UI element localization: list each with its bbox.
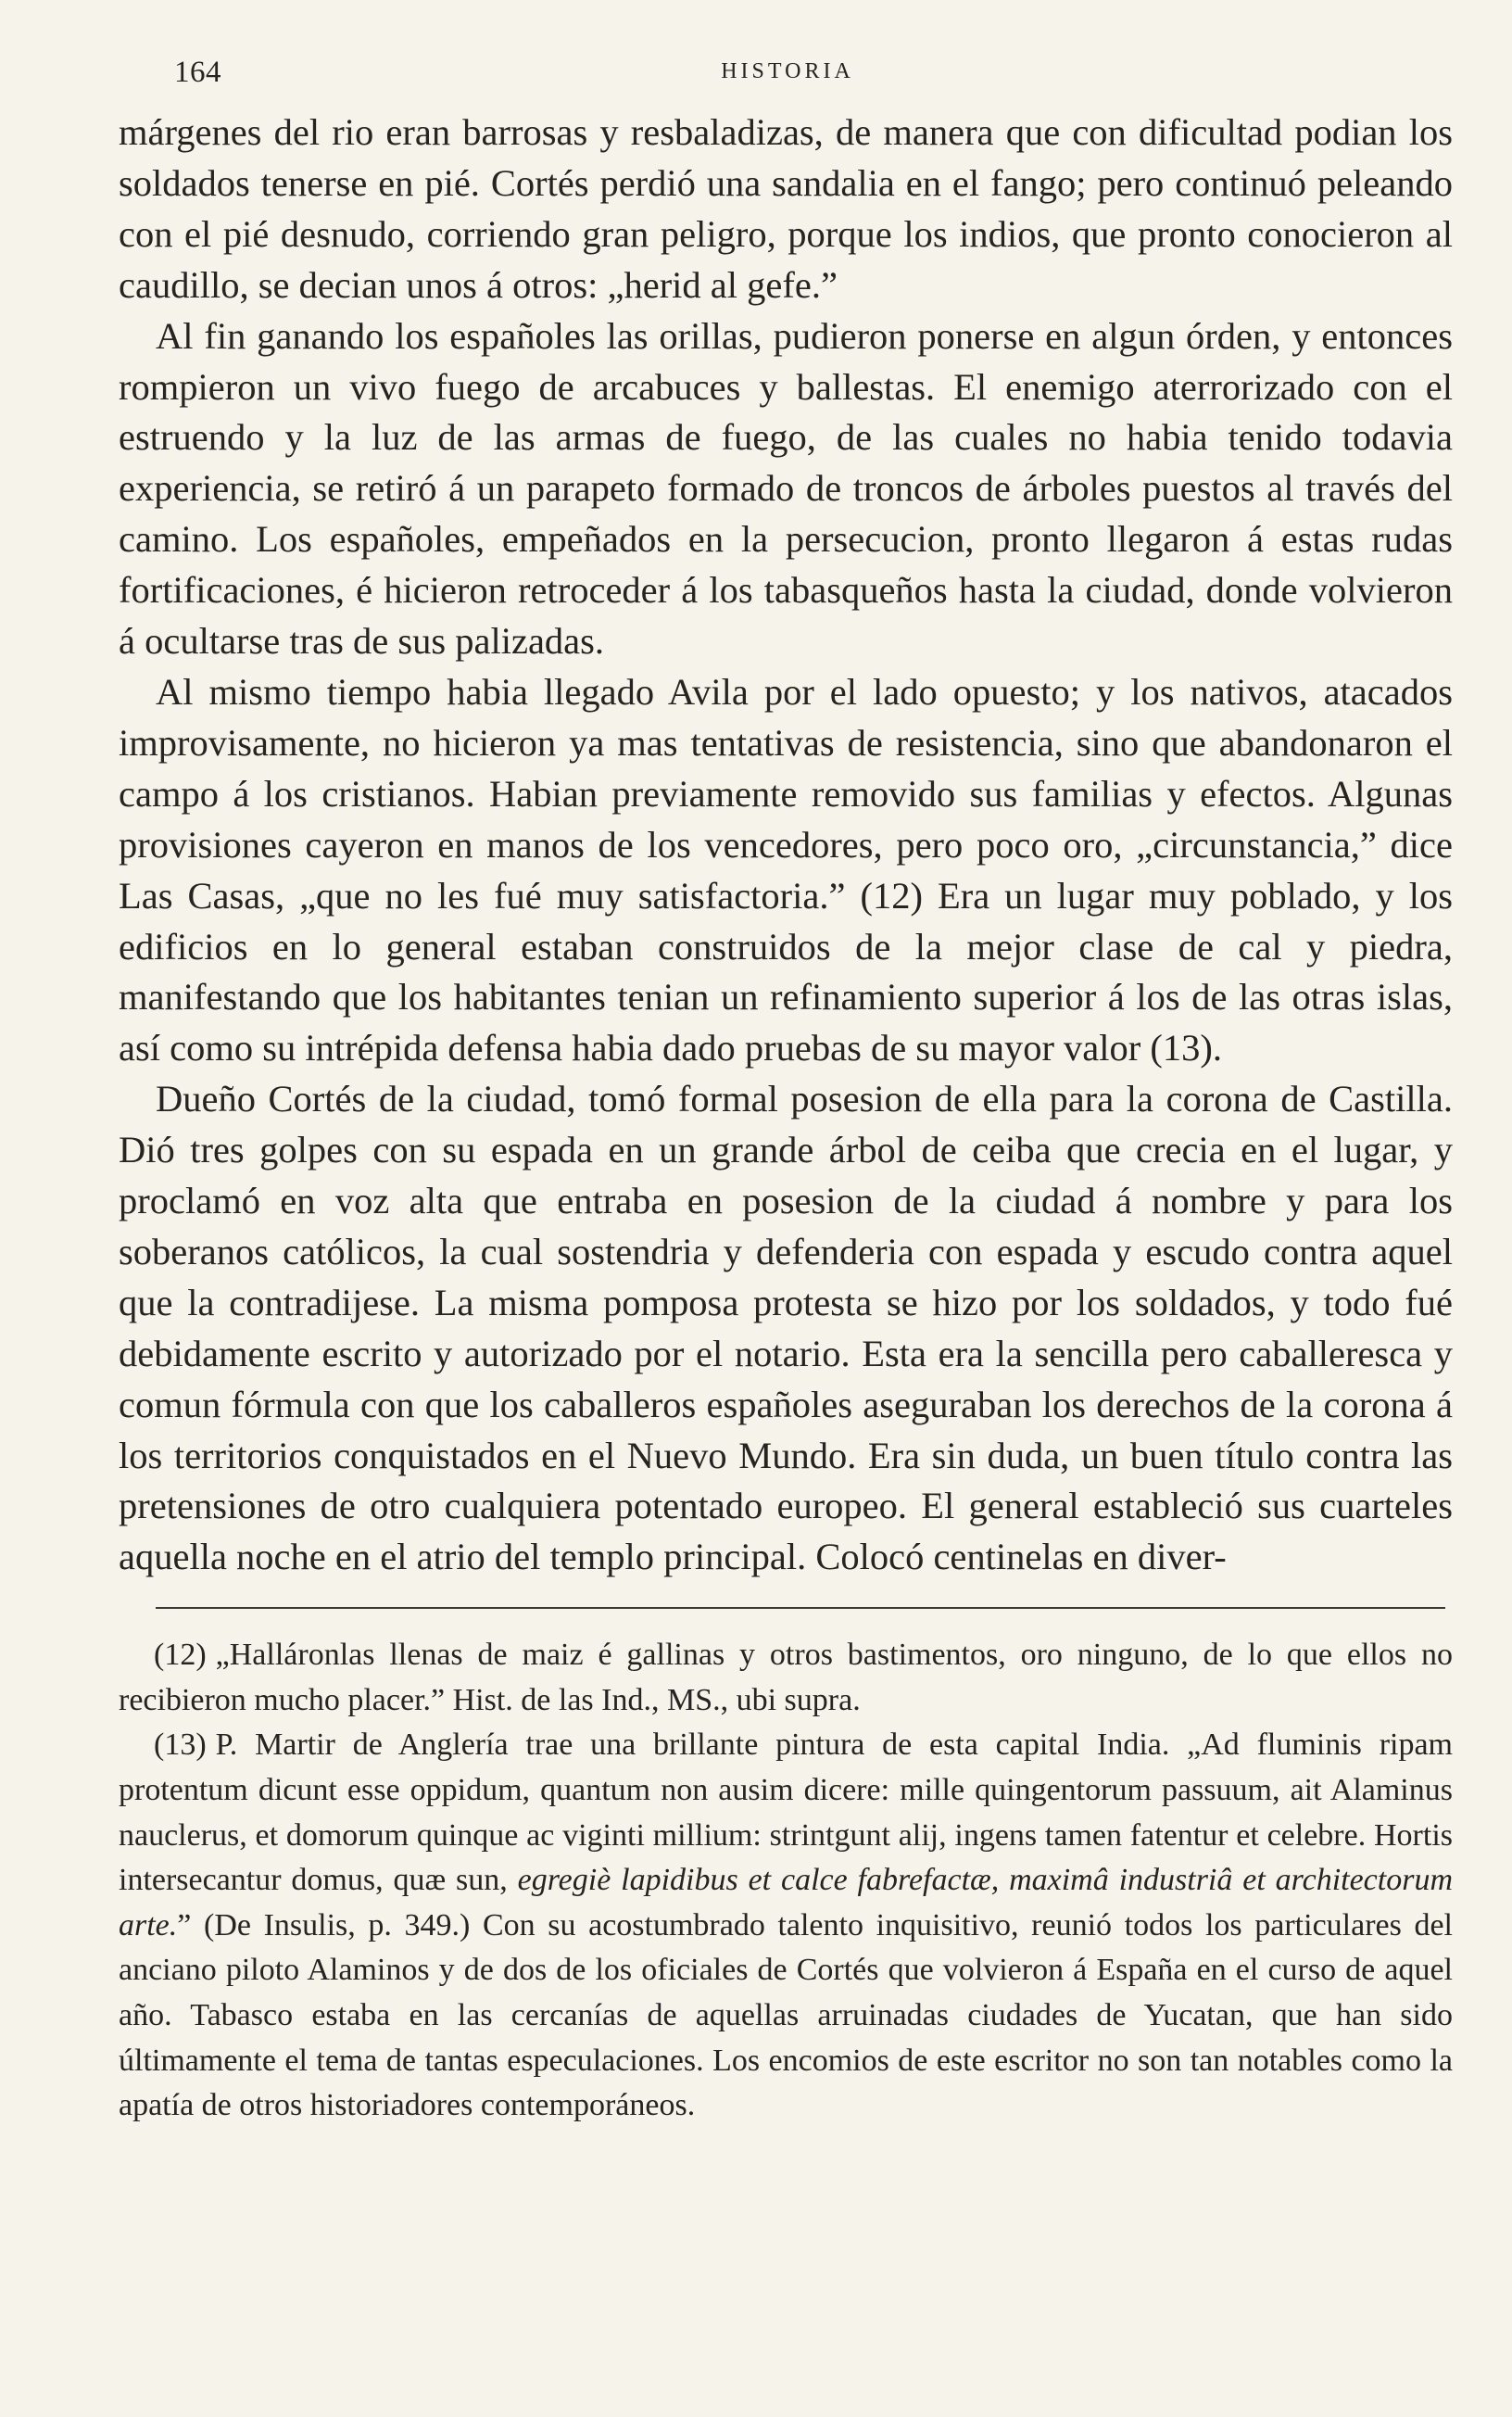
footnote-13-text-1: P. Martir de Anglería trae una brillante pintura de esta capital India. „Ad fluminis ripam protentum dicunt esse oppidum, quantum non ausim dicere: mille quingentorum passuum, ait Alaminus nauclerus, et domorum quinque ac viginti millium: strintgunt alij, ingens tamen fatentur et celebre. Hortis intersecantur domus, quæ sun, <box>119 1727 1453 1898</box>
footnote-13-text-2: ” (De Insulis, p. 349.) Con su acostumbrado talento inquisitivo, reunió todos los particulares del anciano piloto Alaminos y de dos de los oficiales de Cortés que volvieron á España en el curso de aquel año. Tabasco estaba en las cercanías de aquellas arruinadas ciudades de Yucatan, que han sido últimamente el tema de tantas especulaciones. Los encomios de este escritor no son tan notables como la apatía de otros historiadores contemporáneos. <box>119 1907 1453 2123</box>
footnotes <box>119 1633 1453 2129</box>
running-head <box>111 48 1464 108</box>
footnote-13-mark: (13) <box>154 1727 207 1763</box>
paragraph-4: Dueño Cortés de la ciudad, tomó formal posesion de ella para la corona de Castilla. Dió tres golpes con su espada en un grande árbol de ceiba que crecia en el lugar, y proclamó en voz alta que entraba en posesion de la ciudad á nombre y para los soberanos católicos, la cual sostendria y defenderia con espada y escudo contra aquel que la contradijese. La misma pomposa protesta se hizo por los soldados, y todo fué debidamente escrito y autorizado por el notario. Esta era la sencilla pero caballeresca y comun fórmula con que los caballeros españoles aseguraban los derechos de la corona á los territorios conquistados en el Nuevo Mundo. Era sin duda, un buen título contra las pretensiones de otro cualquiera potentado europeo. El general estableció sus cuarteles aquella noche en el atrio del templo principal. Colocó centinelas en diver- <box>119 1078 1453 1578</box>
footnote-divider <box>156 1607 1445 1609</box>
paragraph-3: Al mismo tiempo habia llegado Avila por el lado opuesto; y los nativos, atacados improvisamente, no hicieron ya mas tentativas de resistencia, sino que abandonaron el campo á los cristianos. Habian previamente removido sus familias y efectos. Algunas provisiones cayeron en manos de los vencedores, pero poco oro, „circunstancia,” dice Las Casas, „que no les fué muy satisfactoria.” (12) Era un lugar muy poblado, y los edificios en lo general estaban construidos de la mejor clase de cal y piedra, manifestando que los habitantes tenian un refinamiento superior á los de las otras islas, así como su intrépida defensa habia dado pruebas de su mayor valor (13). <box>119 670 1453 1069</box>
book-page <box>111 48 1464 2129</box>
footnote-13-latin-quote: egregiè lapidibus et calce fabrefactæ, maximâ industriâ et architectorum arte. <box>119 1863 1453 1942</box>
footnote-12-text: „Halláronlas llenas de maiz é gallinas y otros bastimentos, oro ninguno, de lo que ellos no recibieron mucho placer.” Hist. de las Ind., MS., ubi supra. <box>119 1638 1453 1717</box>
footnote-12-mark: (12) <box>154 1638 207 1673</box>
paragraph-2: Al fin ganando los españoles las orillas, pudieron ponerse en algun órden, y entonces rompieron un vivo fuego de arcabuces y ballestas. El enemigo aterrorizado con el estruendo y la luz de las armas de fuego, de las cuales no habia tenido todavia experiencia, se retiró á un parapeto formado de troncos de árboles puestos al través del camino. Los españoles, empeñados en la persecucion, pronto llegaron á estas rudas fortificaciones, é hicieron retroceder á los tabasqueños hasta la ciudad, donde volvieron á ocultarse tras de sus palizadas. <box>119 314 1453 663</box>
footnote-12 <box>119 1633 1453 1723</box>
page-number: 164 <box>174 56 221 89</box>
main-text <box>119 108 1453 1583</box>
running-title: HISTORIA <box>721 59 854 83</box>
paragraph-1: márgenes del rio eran barrosas y resbaladizas, de manera que con dificultad podian los soldados tenerse en pié. Cortés perdió una sandalia en el fango; pero continuó peleando con el pié desnudo, corriendo gran peligro, porque los indios, que pronto conocieron al caudillo, se decian unos á otros: „herid al gefe.” <box>119 111 1453 306</box>
footnote-13 <box>119 1723 1453 2128</box>
